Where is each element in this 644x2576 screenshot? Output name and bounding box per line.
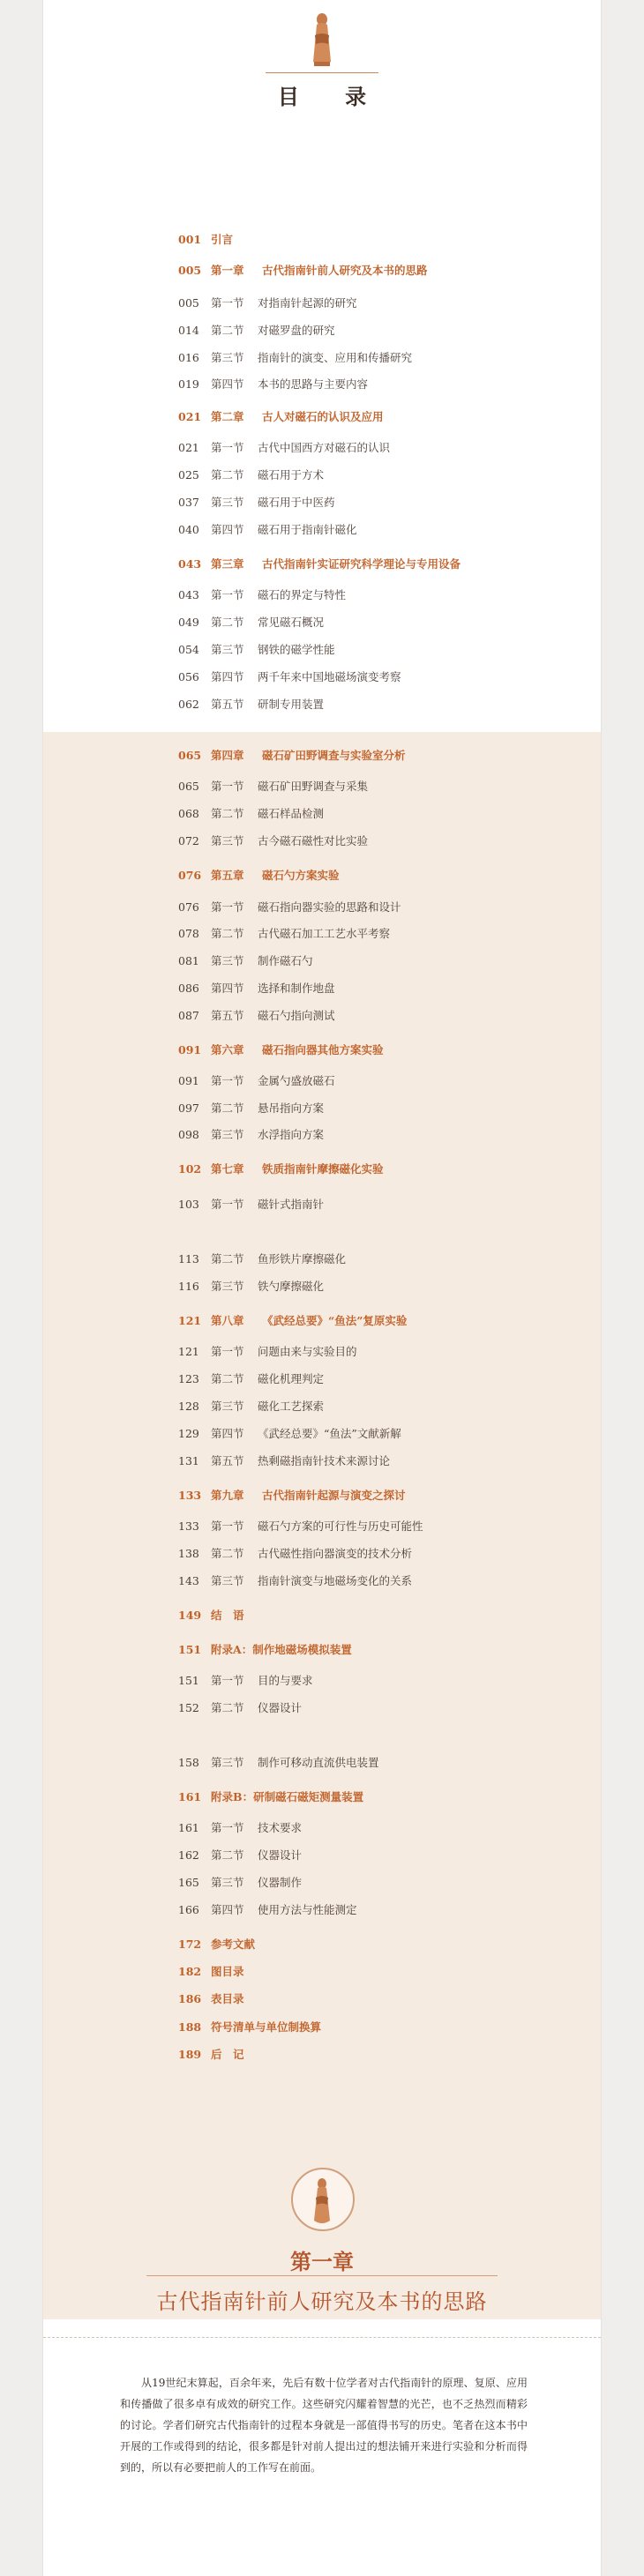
- toc-page-number: 037: [178, 496, 199, 509]
- toc-entry-title: 仪器制作: [258, 1876, 303, 1889]
- toc-page-number: 049: [178, 616, 199, 629]
- toc-chapter-row[interactable]: [178, 1488, 406, 1504]
- toc-section-row[interactable]: [178, 522, 357, 538]
- toc-section-label: 第四节: [211, 523, 244, 536]
- toc-section-label: 第一节: [211, 1519, 244, 1533]
- book-page: [43, 0, 601, 2576]
- toc-page-number: 149: [178, 1609, 202, 1622]
- toc-entry-title: 仪器设计: [258, 1848, 303, 1862]
- toc-section-label: 第四章: [211, 749, 244, 762]
- toc-page-number: 081: [178, 954, 199, 967]
- toc-section-label: 第一节: [211, 1198, 244, 1211]
- figurine-icon: [304, 9, 340, 71]
- toc-section-label: 符号清单与单位制换算: [211, 2020, 322, 2034]
- toc-page-number: 138: [178, 1547, 199, 1560]
- toc-section-row[interactable]: [178, 926, 390, 942]
- toc-page-number: 116: [178, 1280, 199, 1293]
- chapter-title: 古代指南针前人研究及本书的思路: [156, 2289, 488, 2314]
- toc-page-number: 113: [178, 1252, 199, 1266]
- toc-entry-title: 选择和制作地盘: [258, 982, 335, 995]
- toc-section-label: 第二章: [211, 410, 244, 423]
- toc-section-row[interactable]: [178, 1700, 302, 1716]
- toc-entry-title: 磁化机理判定: [258, 1372, 325, 1385]
- toc-section-row[interactable]: [178, 1519, 423, 1534]
- toc-section-row[interactable]: [178, 323, 335, 339]
- toc-section-row[interactable]: [178, 806, 324, 822]
- toc-section-label: 参考文献: [211, 1938, 256, 1951]
- toc-section-label: 第八章: [211, 1314, 244, 1327]
- toc-entry-title: 热剩磁指南针技术来源讨论: [258, 1454, 391, 1467]
- toc-page-number: 172: [178, 1938, 202, 1951]
- toc-entry-title: 本书的思路与主要内容: [258, 377, 369, 391]
- toc-section-row[interactable]: [178, 1008, 335, 1024]
- toc-page-number: 065: [178, 780, 199, 793]
- toc-section-row[interactable]: [178, 1399, 324, 1415]
- toc-section-label: 第三节: [211, 1876, 244, 1889]
- toc-chapter-row[interactable]: [178, 868, 340, 884]
- toc-section-label: 第二节: [211, 1547, 244, 1560]
- toc-page-number: 131: [178, 1454, 199, 1467]
- toc-page-number: 065: [178, 749, 202, 762]
- toc-page-number: 143: [178, 1574, 199, 1587]
- toc-section-row[interactable]: [178, 1279, 324, 1295]
- toc-entry-title: 古代中国西方对磁石的认识: [258, 441, 391, 454]
- toc-chapter-row[interactable]: [178, 1161, 384, 1177]
- toc-entry-title: 磁石用于指南针磁化: [258, 523, 357, 536]
- toc-title: 目 录: [277, 84, 386, 109]
- toc-section-label: 第二节: [211, 468, 244, 482]
- toc-section-label: 结 语: [211, 1609, 244, 1622]
- toc-entry-title: 磁化工艺探索: [258, 1400, 325, 1413]
- toc-entry-title: 古代指南针起源与演变之探讨: [262, 1489, 406, 1502]
- toc-section-label: 第五章: [211, 869, 244, 882]
- toc-page-number: 121: [178, 1314, 202, 1327]
- toc-section-row[interactable]: [178, 1453, 390, 1469]
- toc-page-number: 043: [178, 588, 199, 601]
- toc-section-label: 第五节: [211, 1009, 244, 1022]
- toc-section-label: 第二节: [211, 616, 244, 629]
- toc-page-number: 129: [178, 1427, 199, 1440]
- toc-entry-title: 古今磁石磁性对比实验: [258, 834, 369, 847]
- toc-section-row[interactable]: [178, 295, 357, 311]
- toc-entry-title: 研制专用装置: [258, 698, 325, 711]
- toc-entry-title: 制作磁石勺: [258, 954, 313, 967]
- toc-entry-title: 磁石样品检测: [258, 807, 325, 820]
- toc-section-label: 第三节: [211, 954, 244, 967]
- chapter-paragraph: 从19世纪末算起，百余年来，先后有数十位学者对古代指南针的原理、复原、应用和传播做了很多卓有成效的研究工作。这些研究闪耀着智慧的光芒，也不乏热烈而精彩的讨论。学者们研究古代指南针的过程本身就是一部值得书写的历史。笔者在这本书中开展的工作或得到的结论，很多都是针对前人提出过的想法铺开来进行实验和分析而得到的，所以有必要把前人的工作写在前面。: [120, 2377, 528, 2474]
- toc-entry-title: 指南针演变与地磁场变化的关系: [258, 1574, 413, 1587]
- toc-chapter-row[interactable]: [178, 1042, 384, 1058]
- toc-page-number: 043: [178, 557, 202, 571]
- dashed-divider: [43, 2337, 601, 2338]
- toc-section-label: 第五节: [211, 1454, 244, 1467]
- toc-section-label: 第三章: [211, 557, 244, 571]
- toc-section-label: 第三节: [211, 1756, 244, 1769]
- toc-entry-title: 磁石用于中医药: [258, 496, 335, 509]
- toc-page-number: 161: [178, 1821, 199, 1834]
- toc-entry-title: 问题由来与实验目的: [258, 1345, 357, 1358]
- toc-entry-title: 古代磁石加工工艺水平考察: [258, 927, 391, 940]
- toc-entry-title: 悬吊指向方案: [258, 1101, 325, 1115]
- toc-page-number: 121: [178, 1345, 199, 1358]
- toc-section-row[interactable]: [178, 1673, 313, 1689]
- toc-section-row[interactable]: [178, 1902, 357, 1918]
- toc-entry-title: 两千年来中国地磁场演变考察: [258, 670, 401, 683]
- toc-entry-title: 钢铁的磁学性能: [258, 643, 335, 656]
- toc-page-number: 076: [178, 900, 199, 914]
- toc-entry-title: 磁石的界定与特性: [258, 588, 347, 601]
- toc-page-number: 056: [178, 670, 199, 683]
- toc-section-row[interactable]: [178, 1848, 302, 1863]
- toc-page-number: 019: [178, 377, 199, 391]
- toc-page-number: 072: [178, 834, 199, 847]
- toc-entry-title: 磁石矿田野调查与采集: [258, 780, 369, 793]
- toc-section-row[interactable]: [178, 1875, 302, 1891]
- toc-entry-title: 《武经总要》“鱼法”复原实验: [262, 1314, 408, 1327]
- toc-page-number: 097: [178, 1101, 199, 1115]
- toc-section-row[interactable]: [178, 1197, 324, 1213]
- toc-section-row[interactable]: [178, 779, 368, 795]
- toc-page-number: 005: [178, 264, 202, 277]
- toc-entry-title: 铁勺摩擦磁化: [258, 1280, 325, 1293]
- toc-entry-title: 磁石勺方案的可行性与历史可能性: [258, 1519, 423, 1533]
- toc-entry-title: 制作可移动直流供电装置: [258, 1756, 379, 1769]
- toc-page-number: 123: [178, 1372, 199, 1385]
- toc-page-number: 087: [178, 1009, 199, 1022]
- toc-chapter-row[interactable]: [178, 1964, 244, 1980]
- toc-chapter-row[interactable]: [178, 2047, 244, 2063]
- toc-page-number: 162: [178, 1848, 199, 1862]
- title-rule: [266, 72, 378, 73]
- toc-chapter-row[interactable]: [178, 263, 428, 279]
- toc-section-label: 第一节: [211, 588, 244, 601]
- toc-chapter-row[interactable]: [178, 1642, 352, 1658]
- toc-entry-title: 古人对磁石的认识及应用: [262, 410, 384, 423]
- toc-entry-title: 技术要求: [258, 1821, 303, 1834]
- toc-section-label: 第三节: [211, 1280, 244, 1293]
- toc-page-number: 040: [178, 523, 199, 536]
- toc-entry-title: 《武经总要》“鱼法”文献新解: [258, 1427, 401, 1440]
- toc-section-label: 第四节: [211, 670, 244, 683]
- chapter-rule: [146, 2275, 498, 2276]
- toc-section-label: 表目录: [211, 1992, 244, 2005]
- toc-section-label: 第三节: [211, 351, 244, 364]
- toc-section-label: 第一节: [211, 441, 244, 454]
- toc-chapter-row[interactable]: [178, 1789, 363, 1805]
- toc-section-label: 第四节: [211, 377, 244, 391]
- toc-section-row[interactable]: [178, 981, 335, 997]
- toc-section-row[interactable]: [178, 377, 368, 392]
- toc-page-number: 161: [178, 1790, 202, 1803]
- toc-section-label: 第四节: [211, 1903, 244, 1916]
- toc-section-label: 第一节: [211, 1345, 244, 1358]
- toc-section-label: 第五节: [211, 698, 244, 711]
- toc-page-number: 152: [178, 1701, 199, 1714]
- chapter-label: 第一章: [290, 2249, 354, 2274]
- toc-page-number: 133: [178, 1519, 199, 1533]
- toc-chapter-row[interactable]: [178, 1991, 244, 2007]
- toc-entry-title: 古代指南针前人研究及本书的思路: [262, 264, 428, 277]
- toc-entry-title: 对磁罗盘的研究: [258, 324, 335, 337]
- toc-section-label: 后 记: [211, 2048, 244, 2061]
- toc-page-number: 078: [178, 927, 199, 940]
- toc-entry-title: 仪器设计: [258, 1701, 303, 1714]
- toc-page-number: 103: [178, 1198, 199, 1211]
- toc-section-row[interactable]: [178, 615, 324, 631]
- toc-section-row[interactable]: [178, 495, 335, 511]
- toc-chapter-row[interactable]: [178, 1313, 407, 1329]
- toc-section-label: 第四节: [211, 1427, 244, 1440]
- toc-section-label: 第一章: [211, 264, 244, 277]
- toc-section-row[interactable]: [178, 953, 313, 969]
- toc-section-row[interactable]: [178, 1755, 379, 1771]
- toc-entry-title: 磁石矿田野调查与实验室分析: [262, 749, 406, 762]
- toc-section-label: 附录B：研制磁石磁矩测量装置: [211, 1790, 364, 1803]
- toc-section-row[interactable]: [178, 350, 412, 366]
- toc-entry-title: 古代指南针实证研究科学理论与专用设备: [262, 557, 461, 571]
- toc-page-number: 182: [178, 1965, 202, 1978]
- toc-page-number: 001: [178, 233, 202, 246]
- toc-section-row[interactable]: [178, 1073, 335, 1089]
- toc-section-label: 附录A：制作地磁场模拟装置: [211, 1643, 352, 1656]
- toc-page-number: 005: [178, 296, 199, 310]
- toc-page-number: 062: [178, 698, 199, 711]
- toc-page-number: 076: [178, 869, 202, 882]
- toc-chapter-row[interactable]: [178, 556, 461, 572]
- toc-page-number: 151: [178, 1643, 202, 1656]
- toc-entry-title: 水浮指向方案: [258, 1128, 325, 1141]
- toc-section-label: 第六章: [211, 1043, 244, 1057]
- toc-section-label: 图目录: [211, 1965, 244, 1978]
- toc-page-number: 102: [178, 1162, 202, 1176]
- toc-entry-title: 铁质指南针摩擦磁化实验: [262, 1162, 384, 1176]
- toc-section-row[interactable]: [178, 833, 368, 849]
- figurine-medallion-icon: [306, 2175, 338, 2228]
- toc-page-number: 021: [178, 410, 202, 423]
- toc-page-number: 091: [178, 1074, 199, 1087]
- toc-section-row[interactable]: [178, 587, 346, 603]
- toc-chapter-row[interactable]: [178, 748, 406, 764]
- toc-section-row[interactable]: [178, 1426, 401, 1442]
- toc-page-number: 014: [178, 324, 199, 337]
- toc-section-label: 第二节: [211, 1252, 244, 1266]
- toc-page-number: 158: [178, 1756, 199, 1769]
- toc-section-row[interactable]: [178, 1127, 324, 1143]
- toc-section-row[interactable]: [178, 1820, 302, 1836]
- toc-section-label: 第二节: [211, 1372, 244, 1385]
- toc-section-label: 第一节: [211, 1674, 244, 1687]
- toc-entry-title: 磁石勺指向测试: [258, 1009, 335, 1022]
- toc-page-number: 133: [178, 1489, 202, 1502]
- toc-page-number: 086: [178, 982, 199, 995]
- toc-page-number: 091: [178, 1043, 202, 1057]
- toc-page-number: 151: [178, 1674, 199, 1687]
- toc-section-row[interactable]: [178, 467, 324, 483]
- toc-section-row[interactable]: [178, 1573, 412, 1589]
- toc-section-label: 第三节: [211, 643, 244, 656]
- toc-page-number: 166: [178, 1903, 199, 1916]
- toc-entry-title: 磁石指向器其他方案实验: [262, 1043, 384, 1057]
- toc-section-row[interactable]: [178, 1371, 324, 1387]
- toc-section-label: 第一节: [211, 1821, 244, 1834]
- toc-section-label: 第三节: [211, 1574, 244, 1587]
- toc-chapter-row[interactable]: [178, 1937, 255, 1953]
- toc-entry-title: 金属勺盛放磁石: [258, 1074, 335, 1087]
- toc-page-number: 128: [178, 1400, 199, 1413]
- toc-section-label: 第二节: [211, 927, 244, 940]
- toc-entry-title: 古代磁性指向器演变的技术分析: [258, 1547, 413, 1560]
- toc-section-label: 第二节: [211, 1848, 244, 1862]
- toc-section-label: 第三节: [211, 1128, 244, 1141]
- toc-entry-title: 对指南针起源的研究: [258, 296, 357, 310]
- toc-section-label: 第三节: [211, 1400, 244, 1413]
- toc-section-label: 第三节: [211, 496, 244, 509]
- toc-page-number: 025: [178, 468, 199, 482]
- toc-entry-title: 磁石指向器实验的思路和设计: [258, 900, 401, 914]
- toc-section-row[interactable]: [178, 669, 401, 685]
- toc-section-label: 第三节: [211, 834, 244, 847]
- toc-section-row[interactable]: [178, 1251, 346, 1267]
- toc-section-row[interactable]: [178, 1344, 357, 1360]
- toc-chapter-row[interactable]: [178, 2020, 321, 2035]
- toc-section-label: 第四节: [211, 982, 244, 995]
- toc-section-label: 第一节: [211, 296, 244, 310]
- toc-chapter-row[interactable]: [178, 409, 384, 425]
- toc-section-label: 第二节: [211, 324, 244, 337]
- toc-entry-title: 磁石勺方案实验: [262, 869, 340, 882]
- toc-section-label: 引言: [211, 233, 234, 246]
- toc-page-number: 054: [178, 643, 199, 656]
- toc-section-row[interactable]: [178, 900, 401, 915]
- toc-section-row[interactable]: [178, 697, 324, 713]
- toc-page-number: 165: [178, 1876, 199, 1889]
- toc-entry-title: 鱼形铁片摩擦磁化: [258, 1252, 347, 1266]
- toc-entry-title: 指南针的演变、应用和传播研究: [258, 351, 413, 364]
- toc-page-number: 068: [178, 807, 199, 820]
- toc-entry-title: 常见磁石概况: [258, 616, 325, 629]
- toc-section-label: 第二节: [211, 1701, 244, 1714]
- toc-chapter-row[interactable]: [178, 232, 233, 248]
- toc-entry-title: 使用方法与性能测定: [258, 1903, 357, 1916]
- toc-page-number: 186: [178, 1992, 202, 2005]
- toc-page-number: 098: [178, 1128, 199, 1141]
- toc-section-row[interactable]: [178, 642, 335, 658]
- toc-page-number: 021: [178, 441, 199, 454]
- toc-section-row[interactable]: [178, 1101, 324, 1116]
- toc-section-row[interactable]: [178, 1546, 412, 1562]
- toc-page-number: 016: [178, 351, 199, 364]
- toc-section-row[interactable]: [178, 440, 390, 456]
- toc-section-label: 第二节: [211, 1101, 244, 1115]
- toc-page-number: 188: [178, 2020, 202, 2034]
- toc-entry-title: 目的与要求: [258, 1674, 313, 1687]
- toc-section-label: 第二节: [211, 807, 244, 820]
- toc-page-number: 189: [178, 2048, 202, 2061]
- toc-section-label: 第一节: [211, 780, 244, 793]
- toc-section-label: 第一节: [211, 900, 244, 914]
- toc-section-label: 第七章: [211, 1162, 244, 1176]
- toc-chapter-row[interactable]: [178, 1608, 244, 1624]
- toc-entry-title: 磁针式指南针: [258, 1198, 325, 1211]
- toc-entry-title: 磁石用于方术: [258, 468, 325, 482]
- toc-section-label: 第九章: [211, 1489, 244, 1502]
- toc-section-label: 第一节: [211, 1074, 244, 1087]
